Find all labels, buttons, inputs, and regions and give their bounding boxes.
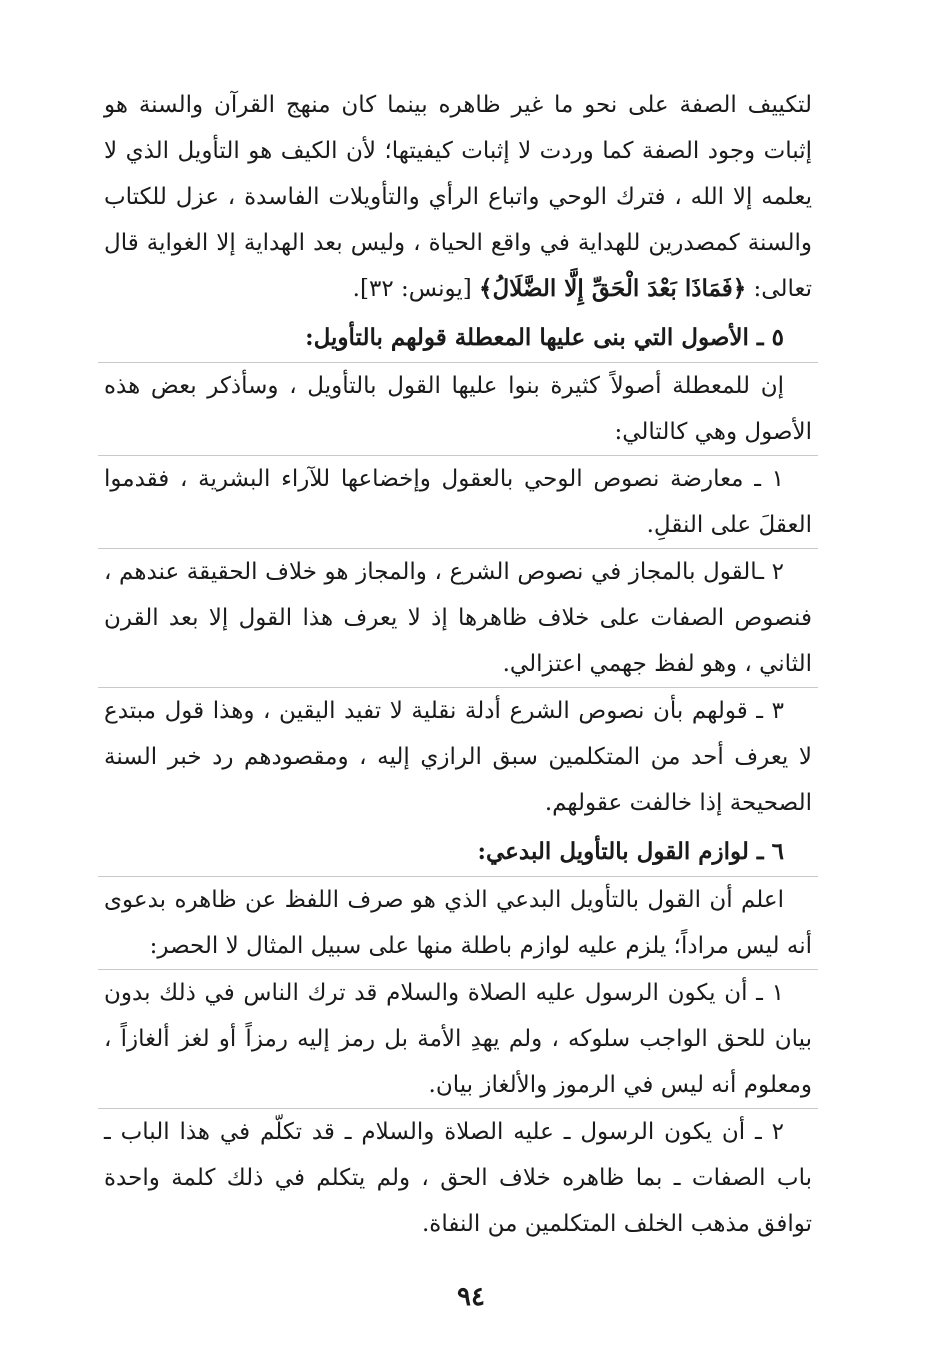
intro-paragraph	[104, 82, 812, 312]
page-body	[104, 82, 812, 1247]
section-6-intro: اعلم أن القول بالتأويل البدعي الذي هو صرف اللفظ عن ظاهره بدعوى أنه ليس مراداً؛ يلزم عليه لوازم باطلة منها على سبيل المثال لا الحصر:	[104, 887, 812, 959]
section-5-item-1: ١ ـ معارضة نصوص الوحي بالعقول وإخضاعها للآراء البشرية ، فقدموا العقلَ على النقلِ.	[104, 466, 812, 538]
verse-citation: [يونس: ٣٢].	[352, 276, 480, 302]
section-5-item-2: ٢ ـالقول بالمجاز في نصوص الشرع ، والمجاز هو خلاف الحقيقة عندهم ، فنصوص الصفات على خلاف ظاهرها إذ لا يعرف هذا القول إلا بعد القرن الثاني ، وهو لفظ جهمي اعتزالي.	[104, 559, 812, 677]
section-6-item-1: ١ ـ أن يكون الرسول عليه الصلاة والسلام قد ترك الناس في ذلك بدون بيان للحق الواجب سلوكه ، ولم يهدِ الأمة بل رمز إليه رمزاً أو لغز ألغازاً ، ومعلوم أنه ليس في الرموز والألغاز بيان.	[104, 980, 812, 1098]
section-5-intro: إن للمعطلة أصولاً كثيرة بنوا عليها القول بالتأويل ، وسأذكر بعض هذه الأصول وهي كالتالي:	[104, 373, 812, 445]
page-number: ٩٤	[457, 1282, 485, 1312]
section-6-heading: ٦ ـ لوازم القول بالتأويل البدعي:	[477, 838, 784, 865]
section-5-heading: ٥ ـ الأصول التي بنى عليها المعطلة قولهم بالتأويل:	[305, 324, 784, 351]
section-5-item-3: ٣ ـ قولهم بأن نصوص الشرع أدلة نقلية لا تفيد اليقين ، وهذا قول مبتدع لا يعرف أحد من المتكلمين سبق الرازي إليه ، ومقصودهم رد خبر السنة الصحيحة إذا خالفت عقولهم.	[104, 698, 812, 816]
quran-verse: ﴿فَمَاذَا بَعْدَ الْحَقِّ إِلَّا الضَّلَالُ﴾	[479, 275, 747, 302]
intro-text: لتكييف الصفة على نحو ما غير ظاهره بينما كان منهج القرآن والسنة هو إثبات وجود الصفة كما وردت لا إثبات كيفيتها؛ لأن الكيف هو التأويل الذي لا يعلمه إلا الله ، فترك الوحي واتباع الرأي والتأويلات الفاسدة ، عزل للكتاب والسنة كمصدرين للهداية في واقع الحياة ، وليس بعد الهداية إلا الغواية قال تعالى:	[104, 92, 812, 302]
section-6-item-2: ٢ ـ أن يكون الرسول ـ عليه الصلاة والسلام ـ قد تكلّم في هذا الباب ـ باب الصفات ـ بما ظاهره خلاف الحق ، ولم يتكلم في ذلك كلمة واحدة توافق مذهب الخلف المتكلمين من النفاة.	[104, 1119, 812, 1237]
